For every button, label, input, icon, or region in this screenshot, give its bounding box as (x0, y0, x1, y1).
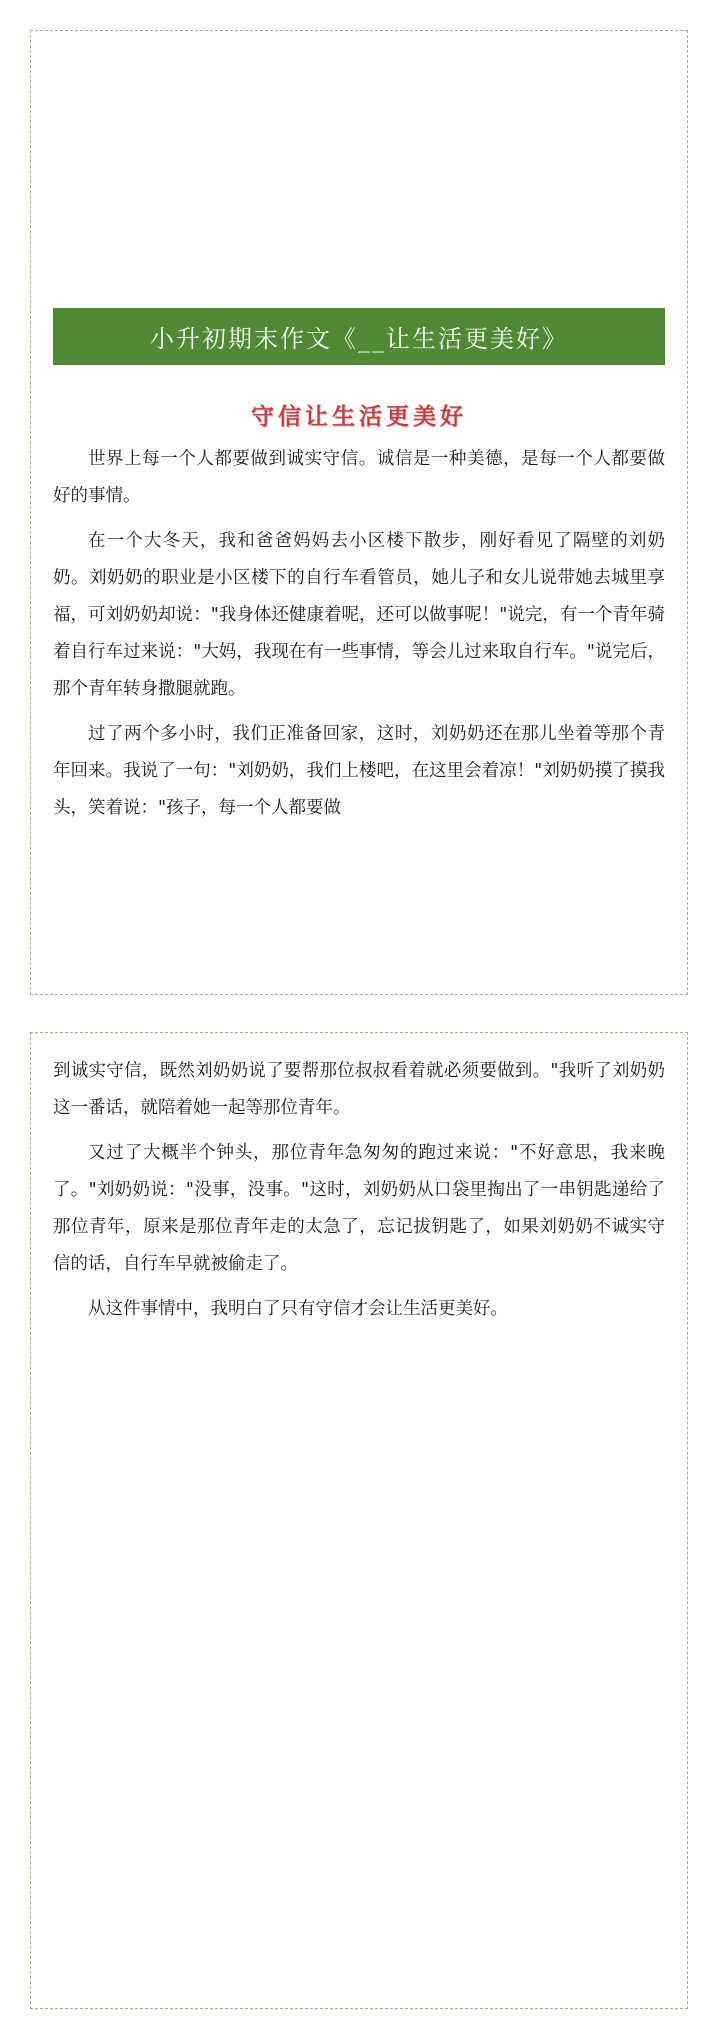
essay-paragraph: 从这件事情中，我明白了只有守信才会让生活更美好。 (88, 1299, 508, 1319)
essay-paragraph-continued: 到诚实守信，既然刘奶奶说了要帮那位叔叔看着就必须要做到。"我听了刘奶奶这一番话，就陪着她一起等那位青年。 (53, 1061, 665, 1118)
essay-body-page-2 (53, 1053, 665, 1336)
essay-paragraph: 在一个大冬天，我和爸爸妈妈去小区楼下散步，刚好看见了隔壁的刘奶奶。刘奶奶的职业是小区楼下的自行车看管员，她儿子和女儿说带她去城里享福，可刘奶奶却说："我身体还健康着呢，还可以做事呢！"说完，有一个青年骑着自行车过来说："大妈，我现在有一些事情，等会儿过来取自行车。"说完后，那个青年转身撒腿就跑。 (53, 531, 665, 699)
essay-body-page-1 (53, 441, 665, 835)
essay-paragraph: 过了两个多小时，我们正准备回家，这时，刘奶奶还在那儿坐着等那个青年回来。我说了一句："刘奶奶，我们上楼吧，在这里会着凉！"刘奶奶摸了摸我头，笑着说："孩子，每一个人都要做 (53, 724, 665, 818)
essay-title: 守信让生活更美好 (251, 404, 467, 430)
document-page-2 (30, 1032, 688, 2009)
title-banner: 小升初期末作文《__让生活更美好》 (53, 308, 665, 365)
document-page-1 (30, 30, 688, 995)
essay-paragraph: 世界上每一个人都要做到诚实守信。诚信是一种美德，是每一个人都要做好的事情。 (53, 449, 665, 506)
essay-paragraph: 又过了大概半个钟头，那位青年急匆匆的跑过来说："不好意思，我来晚了。"刘奶奶说："没事，没事。"这时，刘奶奶从口袋里掏出了一串钥匙递给了那位青年，原来是那位青年走的太急了，忘记拔钥匙了，如果刘奶奶不诚实守信的话，自行车早就被偷走了。 (53, 1143, 665, 1274)
